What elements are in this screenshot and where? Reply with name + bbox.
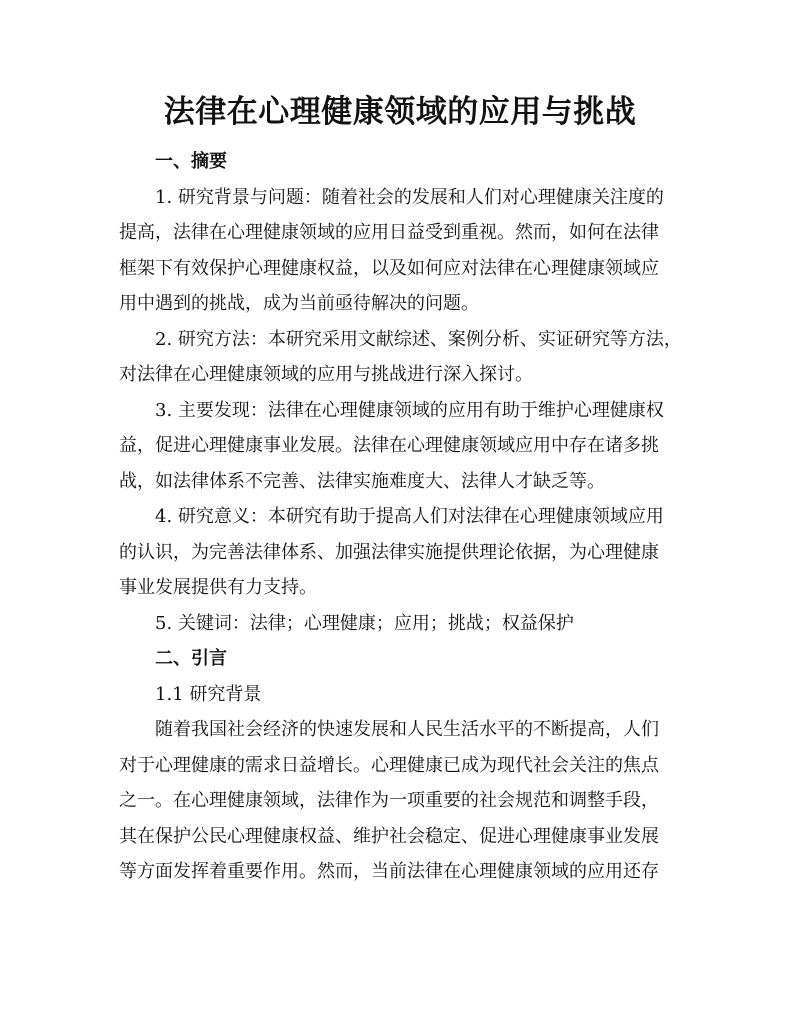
paragraph-research-significance [119, 499, 685, 606]
text-line: 用中遇到的挑战，成为当前亟待解决的问题。 [119, 293, 479, 314]
text-line: 战，如法律体系不完善、法律实施难度大、法律人才缺乏等。 [119, 470, 605, 492]
text-line: 提高，法律在心理健康领域的应用日益受到重视。然而，如何在法律 [119, 222, 659, 243]
text-line: 对于心理健康的需求日益增长。心理健康已成为现代社会关注的焦点 [119, 754, 659, 776]
document-title: 法律在心理健康领域的应用与挑战 [163, 94, 637, 130]
document-body [119, 144, 685, 890]
paragraph-research-background [119, 180, 685, 322]
text-line: 的认识，为完善法律体系、加强法律实施提供理论依据，为心理健康 [119, 541, 659, 563]
paragraph-main-findings [119, 393, 685, 500]
text-line: 3. 主要发现：法律在心理健康领域的应用有助于维护心理健康权 [155, 399, 664, 421]
text-line: 1. 研究背景与问题：随着社会的发展和人们对心理健康关注度的 [155, 186, 664, 208]
text-line: 之一。在心理健康领域，法律作为一项重要的社会规范和调整手段， [119, 790, 659, 811]
paragraph-keywords: 5. 关键词：法律；心理健康；应用；挑战；权益保护 [155, 612, 574, 634]
section-heading-introduction: 二、引言 [155, 648, 227, 669]
text-line: 事业发展提供有力支持。 [119, 577, 317, 598]
text-line: 框架下有效保护心理健康权益，以及如何应对法律在心理健康领域应 [119, 257, 659, 279]
text-line: 对法律在心理健康领域的应用与挑战进行深入探讨。 [119, 364, 533, 385]
text-line: 随着我国社会经济的快速发展和人民生活水平的不断提高，人们 [155, 719, 659, 740]
section-heading-abstract: 一、摘要 [155, 151, 227, 172]
text-line: 4. 研究意义：本研究有助于提高人们对法律在心理健康领域应用 [155, 506, 664, 527]
paragraph-research-method [119, 322, 685, 393]
text-line: 益，促进心理健康事业发展。法律在心理健康领域应用中存在诸多挑 [119, 435, 659, 456]
text-line: 2. 研究方法：本研究采用文献综述、案例分析、实证研究等方法， [155, 328, 682, 350]
text-line: 其在保护公民心理健康权益、维护社会稳定、促进心理健康事业发展 [119, 825, 659, 847]
paragraph-intro-background [119, 712, 685, 890]
subheading-research-background: 1.1 研究背景 [155, 683, 262, 705]
text-line: 等方面发挥着重要作用。然而，当前法律在心理健康领域的应用还存 [119, 861, 659, 882]
